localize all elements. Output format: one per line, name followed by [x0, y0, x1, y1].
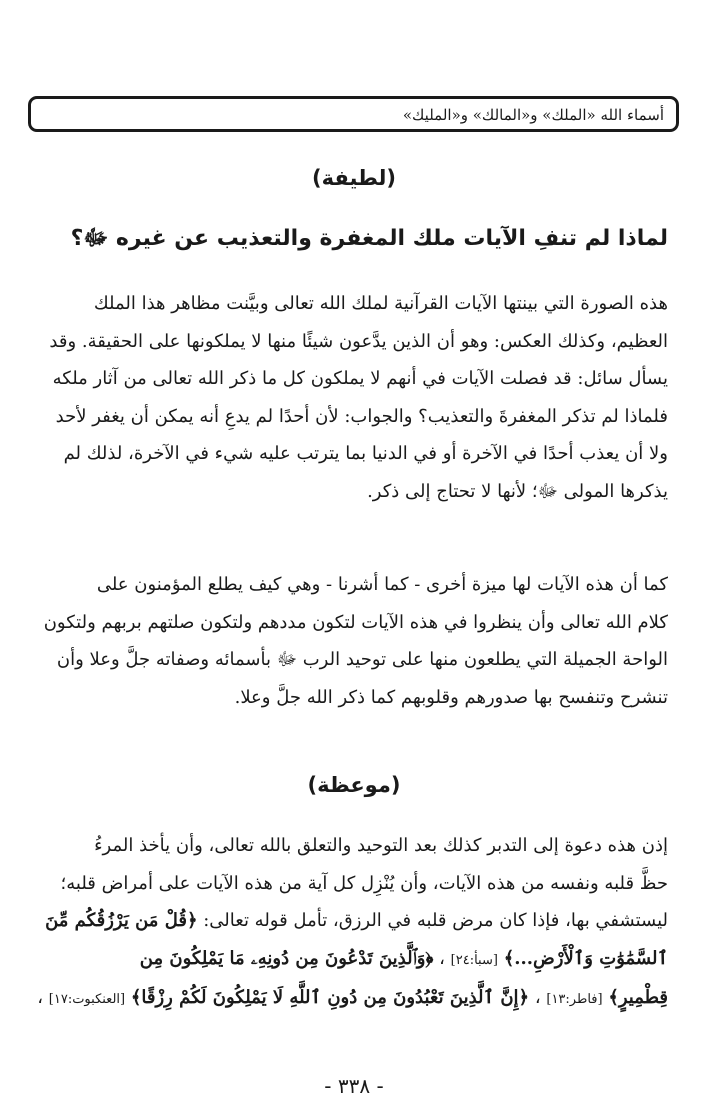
page-number: - ٣٣٨ -	[324, 1074, 384, 1098]
paragraph-line: فلماذا لم تذكر المغفرةَ والتعذيب؟ والجواب: لأن أحدًا لم يدعِ أنه يمكن أن يغفر لأحد	[55, 405, 668, 427]
paragraph-line: هذه الصورة التي بينتها الآيات القرآنية لملك الله تعالى وبيَّنت مظاهر هذا الملك	[93, 293, 668, 314]
paragraph-line: إذن هذه دعوة إلى التدبر كذلك بعد التوحيد والتعلق بالله تعالى، وأن يأخذ المرءُ	[94, 835, 668, 856]
section-title-mawiza: (موعظة)	[307, 773, 401, 797]
section-title-latifa: (لطيفة)	[312, 166, 396, 190]
paragraph-line: ولا أن يعذب أحدًا في الآخرة أو في الدنيا بما يترتب عليه شيء في الآخرة، لذلك لم	[63, 443, 668, 464]
separator: ،	[529, 987, 541, 1008]
paragraph-2	[38, 566, 668, 716]
paragraph-line	[38, 902, 668, 940]
verse-reference: [العنكبوت:١٧]	[48, 992, 126, 1007]
verse-reference: [فاطر:١٣]	[546, 992, 603, 1007]
quran-verse: ﴿قُلْ مَن يَرْزُقُكُم مِّنَ	[45, 910, 198, 931]
paragraph-text: ليستشفي بها، فإذا كان مرض قلبه في الرزق، تأمل قوله تعالى:	[197, 910, 668, 931]
paragraph-line	[38, 979, 668, 1019]
paragraph-line	[38, 940, 668, 980]
paragraph-line: العظيم، وكذلك العكس: وهو أن الذين يدَّعون شيئًا منها لا يملكونها على الحقيقة. وقد	[49, 330, 668, 352]
quran-verse: ﴿إِنَّ ٱلَّذِينَ تَعْبُدُونَ مِن دُونِ ٱللَّهِ لَا يَمْلِكُونَ لَكُمْ رِزْقًا﴾	[130, 987, 530, 1008]
paragraph-line: تنشرح وتنفسح بها صدورهم وقلوبهم كما ذكر الله جلَّ وعلا.	[234, 686, 668, 708]
paragraph-line: الواحة الجميلة التي يطلعون منها على توحيد الرب ﷻ بأسمائه وصفاته جلَّ وعلا وأن	[56, 649, 668, 670]
running-header	[28, 96, 679, 132]
paragraph-line: يذكرها المولى ﷻ؛ لأنها لا تحتاج إلى ذكر.	[367, 480, 668, 502]
section-question: لماذا لم تنفِ الآيات ملك المغفرة والتعذيب عن غيره ﷻ؟	[70, 226, 668, 251]
paragraph-1	[38, 285, 668, 510]
paragraph-line: حظَّ قلبه ونفسه من هذه الآيات، وأن يُنْزِل كل آية من هذه الآيات على أمراض قلبه؛	[60, 872, 668, 894]
quran-verse: ﴿وَٱلَّذِينَ تَدْعُونَ مِن دُونِهِۦ مَا يَمْلِكُونَ مِن	[139, 947, 434, 969]
paragraph-line: كلام الله تعالى وأن ينظروا في هذه الآيات لتكون مددهم ولتكون صلتهم بربهم ولتكون	[43, 611, 668, 633]
verse-reference: [سبأ:٢٤]	[450, 952, 498, 968]
separator: ،	[37, 987, 44, 1008]
paragraph-line: كما أن هذه الآيات لها ميزة أخرى - كما أشرنا - وهي كيف يطلع المؤمنون على	[96, 574, 668, 595]
quran-verse: ٱلسَّمَٰوَٰتِ وَٱلْأَرْضِ...﴾	[503, 947, 668, 969]
running-header-title: أسماء الله «الملك» و«المالك» و«المليك»	[402, 106, 664, 124]
paragraph-3	[38, 827, 668, 1019]
separator: ،	[433, 947, 445, 969]
quran-verse: قِطْمِيرٍ﴾	[608, 987, 668, 1008]
paragraph-line: يسأل سائل: قد فصلت الآيات في أنهم لا يملكون كل ما ذكر الله تعالى من آثار ملكه	[52, 368, 668, 389]
